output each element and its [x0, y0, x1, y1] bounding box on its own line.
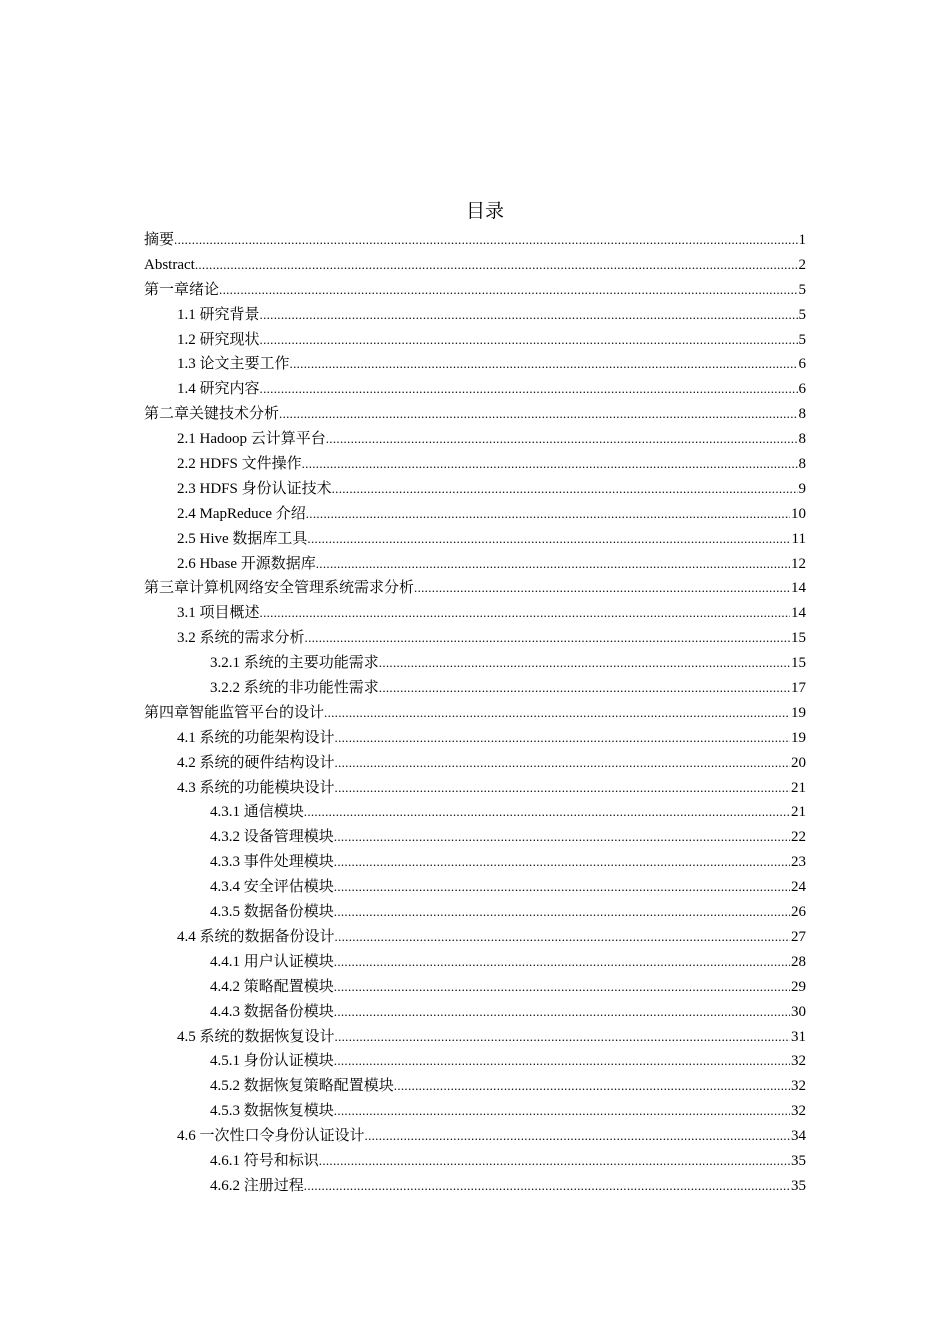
- toc-dot-leader: [394, 1074, 790, 1099]
- toc-entry-page-number: 27: [791, 928, 806, 945]
- toc-dot-leader: [302, 452, 798, 477]
- toc-entry-page-number: 10: [791, 505, 806, 522]
- toc-dot-leader: [290, 352, 798, 377]
- toc-dot-leader: [335, 751, 790, 776]
- toc-entry-label: 3.2.2 系统的非功能性需求: [210, 680, 379, 697]
- toc-entry-page-number: 26: [791, 904, 806, 921]
- toc-entry-page-number: 19: [791, 704, 806, 721]
- toc-entry-label: 第一章绪论: [144, 281, 220, 298]
- toc-dot-leader: [334, 850, 790, 875]
- toc-entry-label: 4.3.2 设备管理模块: [210, 829, 334, 846]
- toc-entry-label: 1.3 论文主要工作: [177, 356, 290, 373]
- toc-entry[interactable]: [144, 601, 806, 626]
- toc-entry[interactable]: [144, 751, 806, 776]
- toc-list: [144, 228, 806, 1199]
- toc-entry-page-number: 32: [791, 1078, 806, 1095]
- toc-entry[interactable]: [144, 975, 806, 1000]
- toc-entry-page-number: 23: [791, 854, 806, 871]
- toc-entry-label: 2.4 MapReduce 介绍: [177, 505, 306, 522]
- toc-entry-label: 4.2 系统的硬件结构设计: [177, 754, 335, 771]
- toc-entry-page-number: 12: [791, 555, 806, 572]
- toc-dot-leader: [334, 1099, 790, 1124]
- toc-entry-label: 第二章关键技术分析: [144, 406, 280, 423]
- toc-dot-leader: [304, 800, 790, 825]
- toc-dot-leader: [335, 1025, 790, 1050]
- toc-entry-label: 4.1 系统的功能架构设计: [177, 729, 335, 746]
- toc-entry-label: 1.2 研究现状: [177, 331, 260, 348]
- toc-entry-label: Abstract: [144, 256, 195, 273]
- toc-entry-label: 4.5.1 身份认证模块: [210, 1053, 334, 1070]
- toc-entry[interactable]: [144, 253, 806, 278]
- toc-entry[interactable]: [144, 925, 806, 950]
- toc-entry-page-number: 8: [798, 406, 806, 423]
- toc-entry-page-number: 5: [798, 331, 806, 348]
- toc-entry-label: 2.5 Hive 数据库工具: [177, 530, 308, 547]
- toc-entry-label: 4.3.1 通信模块: [210, 804, 304, 821]
- toc-entry[interactable]: [144, 1025, 806, 1050]
- toc-dot-leader: [306, 502, 790, 527]
- toc-entry-page-number: 11: [791, 530, 806, 547]
- toc-entry[interactable]: [144, 502, 806, 527]
- toc-entry[interactable]: [144, 576, 806, 601]
- toc-entry-label: 摘要: [144, 232, 175, 248]
- toc-entry-page-number: 8: [798, 431, 806, 448]
- toc-entry[interactable]: [144, 352, 806, 377]
- toc-entry-page-number: 24: [791, 879, 806, 896]
- toc-title: 目录: [465, 201, 504, 222]
- toc-entry-label: 4.5.2 数据恢复策略配置模块: [210, 1078, 394, 1095]
- toc-entry-page-number: 17: [791, 680, 806, 697]
- toc-entry[interactable]: [144, 701, 806, 726]
- toc-entry[interactable]: [144, 1000, 806, 1025]
- toc-entry-label: 1.1 研究背景: [177, 306, 260, 323]
- toc-dot-leader: [195, 253, 798, 278]
- toc-entry[interactable]: [144, 676, 806, 701]
- toc-dot-leader: [334, 975, 790, 1000]
- toc-entry-label: 4.6.1 符号和标识: [210, 1152, 319, 1169]
- toc-entry-page-number: 6: [798, 381, 806, 398]
- toc-entry-label: 4.5.3 数据恢复模块: [210, 1103, 334, 1120]
- toc-entry-label: 3.2.1 系统的主要功能需求: [210, 655, 379, 672]
- toc-entry-label: 第四章智能监管平台的设计: [144, 704, 325, 721]
- toc-entry-page-number: 35: [791, 1177, 806, 1194]
- toc-dot-leader: [335, 776, 790, 801]
- toc-dot-leader: [334, 825, 790, 850]
- toc-entry-page-number: 8: [798, 456, 806, 473]
- toc-dot-leader: [260, 303, 798, 328]
- toc-entry-page-number: 29: [791, 978, 806, 995]
- toc-dot-leader: [305, 626, 790, 651]
- toc-entry[interactable]: [144, 1049, 806, 1074]
- toc-dot-leader: [414, 576, 790, 601]
- toc-entry-page-number: 20: [791, 754, 806, 771]
- toc-dot-leader: [260, 328, 798, 353]
- toc-entry[interactable]: [144, 1099, 806, 1124]
- toc-entry-page-number: 32: [791, 1103, 806, 1120]
- toc-entry-label: 3.1 项目概述: [177, 605, 260, 622]
- toc-entry-label: 4.3.4 安全评估模块: [210, 879, 334, 896]
- toc-dot-leader: [379, 651, 790, 676]
- toc-entry[interactable]: [144, 477, 806, 502]
- toc-dot-leader: [334, 1049, 790, 1074]
- toc-entry-page-number: 9: [798, 480, 806, 497]
- toc-entry[interactable]: [144, 1124, 806, 1149]
- toc-dot-leader: [219, 278, 797, 303]
- toc-dot-leader: [260, 377, 798, 402]
- toc-dot-leader: [324, 701, 790, 726]
- toc-entry-label: 3.2 系统的需求分析: [177, 630, 305, 647]
- toc-entry-page-number: 2: [798, 256, 806, 273]
- toc-entry[interactable]: [144, 1174, 806, 1199]
- toc-dot-leader: [174, 228, 797, 253]
- toc-entry-page-number: 32: [791, 1053, 806, 1070]
- toc-dot-leader: [335, 726, 790, 751]
- toc-dot-leader: [307, 527, 790, 552]
- toc-entry-label: 4.4.1 用户认证模块: [210, 953, 334, 970]
- toc-entry-page-number: 28: [791, 953, 806, 970]
- toc-dot-leader: [334, 950, 790, 975]
- toc-entry-page-number: 6: [798, 356, 806, 373]
- toc-entry-page-number: 15: [791, 655, 806, 672]
- toc-entry-label: 4.4.3 数据备份模块: [210, 1003, 334, 1020]
- toc-entry-page-number: 5: [798, 281, 806, 298]
- toc-dot-leader: [279, 402, 797, 427]
- toc-entry[interactable]: [144, 427, 806, 452]
- toc-entry[interactable]: [144, 900, 806, 925]
- toc-entry-label: 第三章计算机网络安全管理系统需求分析: [144, 580, 415, 597]
- toc-entry-page-number: 21: [791, 804, 806, 821]
- toc-entry-page-number: 19: [791, 729, 806, 746]
- toc-dot-leader: [260, 601, 790, 626]
- toc-dot-leader: [316, 552, 790, 577]
- toc-entry-page-number: 14: [791, 605, 806, 622]
- toc-entry[interactable]: [144, 651, 806, 676]
- toc-entry[interactable]: [144, 527, 806, 552]
- toc-entry-page-number: 30: [791, 1003, 806, 1020]
- toc-entry-label: 4.6 一次性口令身份认证设计: [177, 1128, 365, 1145]
- toc-entry-page-number: 15: [791, 630, 806, 647]
- toc-dot-leader: [332, 477, 798, 502]
- toc-entry-label: 4.6.2 注册过程: [210, 1177, 304, 1194]
- toc-entry[interactable]: [144, 800, 806, 825]
- toc-entry[interactable]: [144, 850, 806, 875]
- toc-entry-page-number: 22: [791, 829, 806, 846]
- toc-entry-label: 4.4 系统的数据备份设计: [177, 928, 335, 945]
- toc-entry-label: 4.5 系统的数据恢复设计: [177, 1028, 335, 1045]
- toc-entry-label: 1.4 研究内容: [177, 381, 260, 398]
- toc-entry-label: 2.6 Hbase 开源数据库: [177, 555, 316, 572]
- toc-entry-page-number: 14: [791, 580, 806, 597]
- toc-entry[interactable]: [144, 950, 806, 975]
- toc-entry-label: 4.3.5 数据备份模块: [210, 904, 334, 921]
- toc-entry[interactable]: [144, 328, 806, 353]
- toc-entry[interactable]: [144, 1149, 806, 1174]
- toc-entry[interactable]: [144, 726, 806, 751]
- toc-entry-page-number: 1: [798, 232, 806, 248]
- toc-entry-page-number: 34: [791, 1128, 806, 1145]
- toc-entry[interactable]: [144, 452, 806, 477]
- toc-dot-leader: [334, 1000, 790, 1025]
- toc-dot-leader: [326, 427, 798, 452]
- toc-entry[interactable]: [144, 377, 806, 402]
- toc-entry[interactable]: [144, 626, 806, 651]
- toc-dot-leader: [319, 1149, 790, 1174]
- toc-entry[interactable]: [144, 776, 806, 801]
- toc-entry-label: 2.1 Hadoop 云计算平台: [177, 431, 326, 448]
- toc-dot-leader: [334, 875, 790, 900]
- toc-entry-label: 2.2 HDFS 文件操作: [177, 456, 302, 473]
- toc-entry-page-number: 35: [791, 1152, 806, 1169]
- toc-entry[interactable]: [144, 825, 806, 850]
- toc-entry-label: 4.4.2 策略配置模块: [210, 978, 334, 995]
- toc-entry[interactable]: [144, 303, 806, 328]
- toc-entry[interactable]: [144, 402, 806, 427]
- toc-entry[interactable]: [144, 552, 806, 577]
- toc-entry-label: 2.3 HDFS 身份认证技术: [177, 480, 332, 497]
- toc-dot-leader: [365, 1124, 790, 1149]
- toc-entry[interactable]: [144, 1074, 806, 1099]
- toc-entry-label: 4.3 系统的功能模块设计: [177, 779, 335, 796]
- toc-dot-leader: [334, 900, 790, 925]
- toc-dot-leader: [304, 1174, 790, 1199]
- toc-dot-leader: [379, 676, 790, 701]
- toc-entry[interactable]: [144, 278, 806, 303]
- toc-entry-page-number: 5: [798, 306, 806, 323]
- toc-entry-page-number: 31: [791, 1028, 806, 1045]
- toc-entry-page-number: 21: [791, 779, 806, 796]
- toc-dot-leader: [335, 925, 790, 950]
- toc-entry-label: 4.3.3 事件处理模块: [210, 854, 334, 871]
- toc-entry[interactable]: [144, 875, 806, 900]
- toc-entry[interactable]: [144, 228, 806, 253]
